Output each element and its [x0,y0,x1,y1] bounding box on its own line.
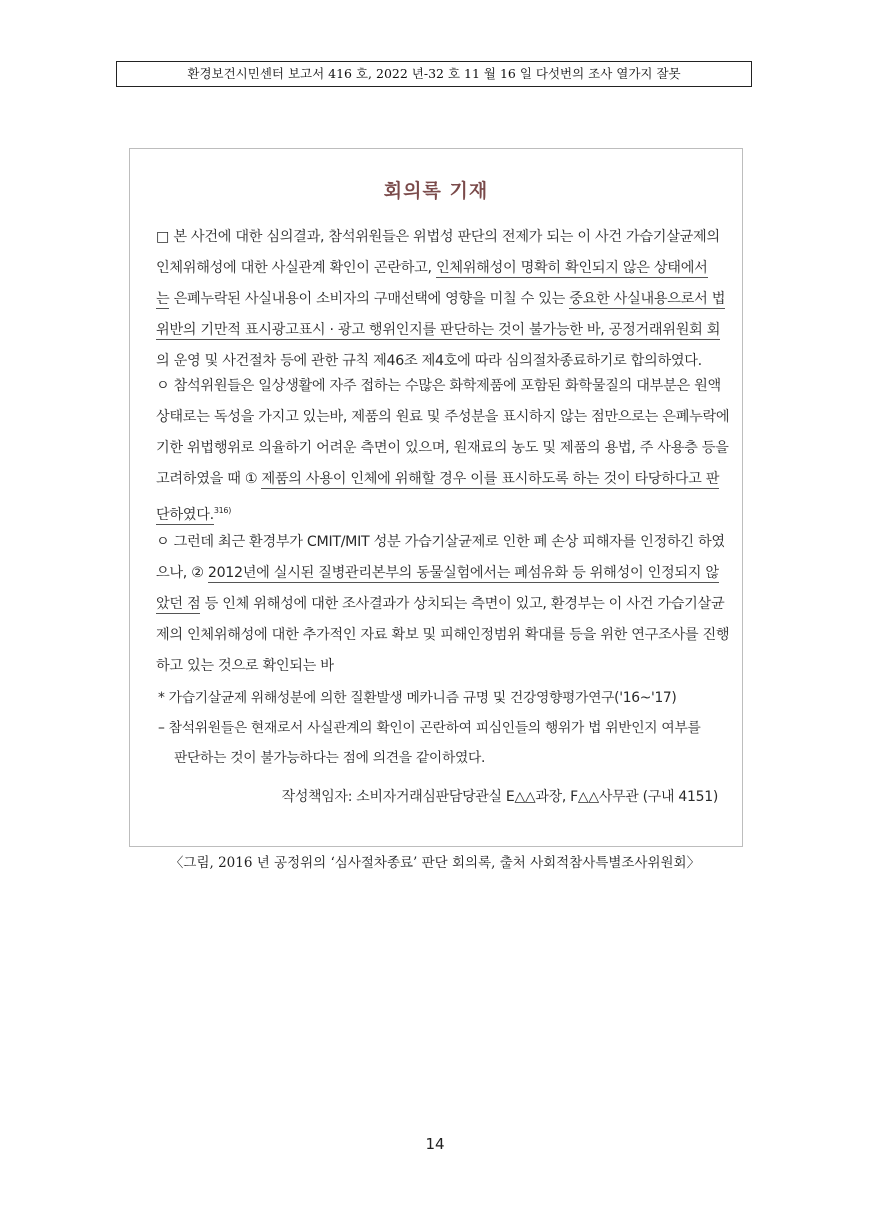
note-3: 판단하는 것이 불가능하다는 점에 의견을 같이하였다. [174,750,486,766]
p1-underlined-3: 중요한 사실내용으로서 법 [569,291,726,307]
paragraph-3 [156,527,730,682]
author-line: 작성책임자: 소비자거래심판담당관실 E△△과장, F△△사무관 (구내 4151) [281,789,718,805]
paragraph-1 [156,222,726,377]
p2-line-4 [156,464,726,495]
p1-line-5: 의 운영 및 사건절차 등에 관한 규칙 제46조 제4호에 따라 심의절차종료하기로 합의하였다. [156,353,702,369]
p3-line-2 [156,558,726,589]
note-2: – 참석위원들은 현재로서 사실관계의 확인이 곤란하여 피심인들의 행위가 법 위반인지 여부를 [158,720,701,736]
p1-underlined-2: 는 [156,291,170,307]
report-header: 환경보건시민센터 보고서 416 호, 2022 년-32 호 11 월 16 일 다섯번의 조사 열가지 잘못 [116,61,752,87]
p1-line-2 [156,253,726,284]
notes-block [158,683,728,773]
p1-line-3-text: 은폐누락된 사실내용이 소비자의 구매선택에 영향을 미칠 수 있는 [169,291,570,307]
p3-line-3-text: 등 인체 위해성에 대한 조사결과가 상치되는 측면이 있고, 환경부는 이 사건 가습기살균 [200,596,725,612]
p1-line-4 [156,315,726,346]
p2-line-4-text: 고려하였을 때 ① [156,471,262,487]
footnote-marker: 316) [213,506,232,515]
p2-line-1: ㅇ 참석위원들은 일상생활에 자주 접하는 수많은 화학제품에 포함된 화학물질의 대부분은 원액 [156,378,721,394]
p2-underlined-2: 단하였다. [156,507,214,523]
p2-line-3: 기한 위법행위로 의율하기 어려운 측면이 있으며, 원재료의 농도 및 제품의 용법, 주 사용층 등을 [156,440,729,456]
p1-line-1: □ 본 사건에 대한 심의결과, 참석위원들은 위법성 판단의 전제가 되는 이 사건 가습기살균제의 [156,229,720,245]
p1-underlined-1: 인체위해성이 명확히 확인되지 않은 상태에서 [435,260,708,276]
p3-line-3 [156,589,726,620]
p2-line-2: 상태로는 독성을 가지고 있는바, 제품의 원료 및 주성분을 표시하지 않는 점만으로는 은폐누락에 [156,409,730,425]
p3-line-1: ㅇ 그런데 최근 환경부가 CMIT/MIT 성분 가습기살균제로 인한 폐 손상 피해자를 인정하긴 하였 [156,534,725,550]
p3-line-4: 제의 인체위해성에 대한 추가적인 자료 확보 및 피해인정범위 확대를 등을 위한 연구조사를 진행 [156,627,730,643]
p2-underlined-1: 제품의 사용이 인체에 위해할 경우 이를 표시하도록 하는 것이 타당하다고 판 [261,471,720,487]
p1-line-2-text: 인체위해성에 대한 사실관계 확인이 곤란하고, [156,260,436,276]
p3-line-5: 하고 있는 것으로 확인되는 바 [156,658,334,674]
paragraph-2 [156,371,730,526]
p3-underlined-1: 2012년에 실시된 질병관리본부의 동물실험에서는 폐섬유화 등 위해성이 인정되지 않 [207,565,719,581]
figure-title: 회의록 기재 [383,180,489,202]
p3-line-2-text: 으나, ② [156,565,208,581]
p1-underlined-4: 위반의 기만적 표시광고표시 · 광고 행위인지를 판단하는 것이 불가능한 바, 공정거래위원회 회 [156,322,721,338]
meeting-minutes-figure [129,148,743,847]
page-number: 14 [425,1135,445,1153]
figure-caption: 〈그림, 2016 년 공정위의 ‘심사절차종료’ 판단 회의록, 출처 사회적참사특별조사위원회〉 [169,855,701,871]
p2-line-5 [156,495,726,526]
note-1: * 가습기살균제 위해성분에 의한 질환발생 메카니즘 규명 및 건강영향평가연구('16~'17) [158,690,677,706]
p1-line-3 [156,284,726,315]
p3-underlined-2: 았던 점 [156,596,201,612]
